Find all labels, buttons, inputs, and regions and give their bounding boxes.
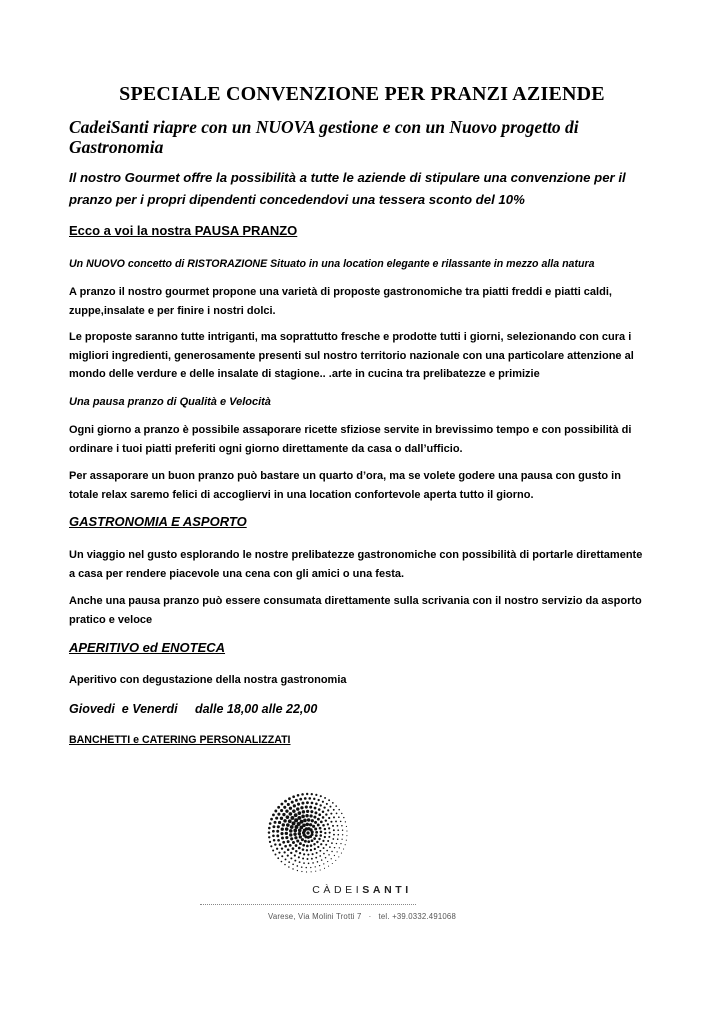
logo-dot (325, 844, 327, 846)
logo-dot (321, 859, 322, 860)
logo-dot (320, 870, 321, 871)
logo-dot (306, 793, 308, 795)
logo-dot (274, 843, 276, 845)
logo-dot (334, 847, 335, 848)
logo-dot (274, 821, 277, 824)
logo-dot (313, 837, 316, 840)
logo-dot (285, 858, 287, 860)
logo-dot (315, 834, 318, 837)
logo-dot (276, 848, 278, 850)
logo-dot (304, 840, 307, 843)
logo-dot (334, 855, 335, 856)
logo-dot (289, 844, 292, 847)
logo-dot (315, 857, 317, 859)
brand-wordmark (0, 884, 724, 896)
logo-dot (287, 803, 290, 806)
logo-dot (281, 803, 284, 806)
logo-dot (281, 855, 283, 857)
logo-dot (272, 814, 275, 817)
logo-dot (331, 851, 332, 852)
logo-dot (315, 794, 317, 796)
logo-dot (323, 806, 325, 808)
logo-dot (320, 830, 323, 833)
logo-dot (338, 834, 340, 836)
logo-dot (280, 809, 283, 812)
logo-dot (315, 803, 318, 806)
logo-dot (280, 817, 283, 820)
logo-dot (276, 830, 279, 833)
brand-light: CÀDEI (312, 884, 363, 896)
logo-dot (290, 816, 294, 820)
logo-dot (316, 841, 318, 843)
logo-dot (285, 832, 288, 835)
logo-dot (300, 820, 304, 824)
logo-dot (309, 806, 312, 809)
subtitle: CadeiSanti riapre con un NUOVA gestione e con un Nuovo progetto di Gastronomia (69, 117, 579, 157)
logo-dot (302, 844, 305, 847)
logo-dot (345, 821, 346, 822)
logo-dot (298, 856, 300, 858)
logo-dot (311, 839, 314, 842)
logo-dot (324, 797, 326, 799)
logo-dot (285, 827, 289, 831)
logo-dot (295, 844, 298, 847)
logo-dot (327, 840, 329, 842)
logo-dot (306, 823, 310, 827)
logo-dot (278, 852, 280, 854)
logo-dot (299, 798, 302, 801)
logo-dot (310, 849, 312, 851)
logo-dot (284, 800, 287, 803)
logo-dot (338, 809, 340, 811)
logo-dot (317, 861, 319, 863)
logo-dot (281, 828, 284, 831)
logo-dot (283, 819, 287, 823)
logo-dot (335, 820, 337, 822)
logo-dot (343, 817, 344, 818)
logo-dot (339, 847, 340, 848)
logo-dot (341, 813, 342, 814)
logo-dot (328, 854, 329, 855)
logo-dot (268, 827, 271, 830)
logo-dot (328, 836, 330, 838)
logo-dot (319, 834, 322, 837)
logo-dot (272, 825, 275, 828)
logo-dot (322, 816, 325, 819)
logo-dot (323, 863, 324, 864)
logo-dot (311, 831, 314, 834)
page-title: SPECIALE CONVENZIONE PER PRANZI AZIENDE (119, 83, 605, 105)
logo-dot (327, 809, 329, 811)
logo-dot (320, 821, 323, 824)
logo-dot (313, 816, 316, 819)
logo-dot (326, 803, 328, 805)
logo-dot (324, 832, 326, 834)
logo-dot (297, 816, 301, 820)
logo-dot (335, 805, 337, 807)
logo-dot (318, 799, 320, 801)
logo-dot (300, 806, 303, 809)
logo-dot (318, 808, 321, 811)
logo-dot (281, 836, 284, 839)
footer-address: Varese, Via Molini Trotti 7 · tel. +39.0332.491068 (268, 912, 456, 921)
logo-dot (290, 857, 292, 859)
logo-dot (311, 802, 314, 805)
logo-dot (296, 807, 299, 810)
paragraph-6: Anche una pausa pranzo può essere consumata direttamente sulla scrivania con il nostro servizio da asporto pratico e veloce (69, 595, 642, 626)
logo-dot (311, 819, 314, 822)
logo-dot (299, 842, 302, 845)
logo-dot (296, 839, 299, 842)
logo-dot (315, 866, 316, 867)
logo-dot (317, 846, 319, 848)
logo-dot (341, 853, 342, 854)
quality-line: Una pausa pranzo di Qualità e Velocità (69, 396, 271, 408)
logo-dot (269, 841, 271, 843)
logo-dot (275, 817, 278, 820)
logo-dot (302, 848, 305, 851)
logo-dot (277, 839, 280, 842)
logo-dot (283, 806, 286, 809)
logo-dot (341, 825, 342, 826)
logo-dot (319, 865, 320, 866)
logo-dot (308, 797, 311, 800)
logo-dot (332, 825, 334, 827)
logo-dot (284, 864, 286, 866)
brand-bold: SANTI (362, 884, 412, 896)
logo-dot (343, 848, 344, 849)
ca-dei-santi-logo-icon (258, 792, 358, 874)
logo-dot (306, 801, 309, 804)
logo-dot (328, 827, 330, 829)
logo-dot (317, 824, 320, 827)
logo-dot (317, 818, 320, 821)
logo-dot (322, 811, 325, 814)
logo-dot (297, 870, 298, 871)
logo-dot (330, 821, 332, 823)
logo-dot (282, 823, 285, 826)
logo-dot (319, 855, 321, 857)
paragraph-3: Ogni giorno a pranzo è possibile assaporare ricette sfiziose servite in brevissimo tempo e con possibilità di ordinare i tuoi piatti preferiti ogni giorno direttamente da casa o dall’ufficio. (69, 424, 632, 455)
logo-dot (329, 832, 331, 834)
logo-dot (315, 831, 318, 834)
logo-dot (279, 843, 282, 846)
logo-dot (305, 814, 308, 817)
logo-dot (332, 838, 334, 840)
paragraph-1: A pranzo il nostro gourmet propone una varietà di proposte gastronomiche tra piatti freddi e piatti caldi, zuppe,insalate e per finire i nostri dolci. (69, 286, 612, 317)
logo-dot (328, 799, 330, 801)
logo-dot (325, 813, 327, 815)
logo-dot (330, 806, 332, 808)
logo-dot (294, 813, 298, 817)
logo-dot (301, 871, 302, 872)
logo-dot (281, 847, 283, 849)
logo-dot (288, 861, 290, 863)
logo-dot (284, 845, 287, 848)
logo-dot (346, 830, 347, 831)
logo-dot (322, 801, 324, 803)
logo-dot (307, 858, 309, 860)
logo-dot (341, 839, 342, 840)
intro-paragraph: Il nostro Gourmet offre la possibilità a tutte le aziende di stipulare una convenzione per il pranzo per i propri dipendenti concedendovi una tessera sconto del 10% (69, 170, 626, 207)
logo-dot (302, 810, 305, 813)
logo-dot (306, 867, 307, 868)
logo-dot (310, 844, 313, 847)
logo-dot (276, 834, 279, 837)
logo-dot (311, 793, 313, 795)
logo-dot (284, 851, 286, 853)
logo-dot (270, 845, 272, 847)
logo-dot (337, 851, 338, 852)
logo-dot (278, 821, 281, 824)
logo-dot (286, 815, 290, 819)
logo-dot (326, 850, 328, 852)
logo-dot (322, 840, 324, 842)
logo-dot (337, 838, 339, 840)
logo-dot (306, 810, 309, 813)
logo-dot (306, 831, 309, 834)
logo-dot (329, 846, 331, 848)
logo-dot (324, 836, 326, 838)
logo-dot (313, 798, 315, 800)
logo-dot (337, 829, 339, 831)
logo-dot (331, 842, 333, 844)
logo-dot (292, 863, 294, 865)
logo-dot (306, 871, 307, 872)
logo-dot (340, 843, 341, 844)
logo-dot (292, 795, 295, 798)
logo-dot (280, 832, 283, 835)
logo-dot (333, 829, 335, 831)
logo-dot (307, 818, 310, 821)
logo-dot (286, 823, 290, 827)
logo-dot (331, 858, 332, 859)
logo-dot (312, 853, 314, 855)
logo-dot (320, 843, 322, 845)
logo-dot (306, 845, 309, 848)
logo-dot (342, 834, 343, 835)
logo-dot (314, 828, 317, 831)
logo-dot (318, 813, 321, 816)
logo-dot (311, 858, 313, 860)
paragraph-2: Le proposte saranno tutte intriganti, ma soprattutto fresche e prodotte tutti i giorni, selezionando con cura i migliori ingredienti, generosamente presenti sul nostro territorio nazionale con una particolare attenzione al mondo delle verdure e delle insalate di stagione.. .arte in cucina tra prelibatezze e primizie (69, 331, 634, 380)
logo-dot (328, 866, 329, 867)
logo-dot (327, 823, 329, 825)
logo-dot (324, 828, 326, 830)
logo-dot (333, 834, 335, 836)
logo-dot (325, 819, 327, 821)
logo-dot (319, 804, 321, 806)
logo-dot (345, 844, 346, 845)
logo-dot (319, 850, 321, 852)
logo-dot (333, 809, 335, 811)
pausa-pranzo-heading: Ecco a voi la nostra PAUSA PRANZO (69, 223, 298, 238)
logo-dot (299, 861, 301, 863)
logo-dot (294, 836, 297, 839)
paragraph-4: Per assaporare un buon pranzo può bastare un quarto d’ora, ma se volete godere una pausa con gusto in totale relax saremo felici di accogliervi in una location confortevole aperta tutto il giorno. (69, 470, 621, 501)
logo-dot (318, 838, 320, 840)
logo-dot (323, 847, 325, 849)
logo-dot (292, 847, 295, 850)
logo-dot (346, 826, 347, 827)
logo-dot (285, 836, 288, 839)
logo-dot (302, 858, 304, 860)
logo-dot (301, 838, 304, 841)
logo-dot (297, 865, 299, 867)
logo-dot (311, 871, 312, 872)
logo-dot (299, 835, 302, 838)
logo-dot (340, 821, 342, 823)
logo-dot (290, 852, 292, 854)
logo-dot (333, 816, 335, 818)
logo-dot (332, 863, 333, 864)
logo-dot (268, 831, 270, 833)
logo-dot (314, 807, 317, 810)
logo-dot (294, 818, 298, 822)
logo-dot (316, 852, 318, 854)
logo-dot (338, 856, 339, 857)
logo-dot (301, 802, 304, 805)
logo-dot (319, 827, 322, 830)
logo-dot (346, 840, 347, 841)
schedule-line: Giovedi e Venerdi dalle 18,00 alle 22,00 (69, 702, 318, 716)
logo-dot (314, 848, 316, 850)
logo-dot (292, 841, 295, 844)
logo-dot (335, 860, 336, 861)
logo-dot (289, 807, 292, 810)
logo-dot (313, 843, 315, 845)
logo-dot (302, 823, 306, 827)
logo-dot (298, 811, 302, 815)
logo-dot (277, 813, 280, 816)
logo-dot (277, 825, 280, 828)
logo-dot (269, 822, 272, 825)
logo-dot (322, 824, 325, 827)
logo-dot (290, 837, 293, 840)
logo-dot (274, 810, 277, 813)
logo-dot (303, 862, 305, 864)
logo-dot (295, 799, 298, 802)
logo-dot (298, 832, 301, 835)
logo-dot (277, 806, 280, 809)
logo-dot (272, 834, 275, 837)
logo-dot (308, 863, 310, 865)
logo-dot (272, 850, 274, 852)
logo-dot (272, 830, 275, 833)
logo-dot (307, 840, 310, 843)
logo-dot (298, 847, 301, 850)
logo-dot (336, 843, 337, 844)
logo-dot (312, 825, 315, 828)
logo-dot (290, 825, 294, 829)
logo-dot (285, 809, 288, 812)
gastronomia-heading: GASTRONOMIA E ASPORTO (69, 514, 247, 529)
logo-dot (303, 853, 305, 855)
logo-dot (297, 803, 300, 806)
logo-dot (268, 836, 270, 838)
concept-line: Un NUOVO concetto di RISTORAZIONE Situato in una location elegante e rilassante in mezzo alla natura (69, 258, 595, 270)
logo-dot (310, 867, 311, 868)
logo-dot (309, 823, 312, 826)
logo-dot (289, 812, 293, 816)
logo-dot (301, 866, 303, 868)
logo-dot (336, 812, 338, 814)
logo-dot (288, 819, 292, 823)
logo-dot (294, 854, 296, 856)
logo-dot (312, 862, 314, 864)
logo-dot (297, 794, 300, 797)
logo-dot (342, 830, 343, 831)
logo-dot (270, 818, 273, 821)
logo-dot (275, 854, 277, 856)
logo-dot (332, 802, 334, 804)
logo-dot (281, 861, 283, 863)
aperitivo-heading: APERITIVO ed ENOTECA (69, 640, 226, 655)
logo-dot (282, 813, 285, 816)
logo-dot (314, 821, 317, 824)
logo-dot (346, 835, 347, 836)
logo-dot (287, 855, 289, 857)
logo-dot (310, 810, 313, 813)
logo-dot (288, 866, 290, 868)
logo-dot (309, 814, 312, 817)
logo-dot (337, 825, 339, 827)
logo-dot (287, 849, 290, 852)
logo-dot (323, 853, 325, 855)
logo-dot (277, 857, 279, 859)
logo-dot (315, 811, 318, 814)
logo-dot (299, 852, 301, 854)
logo-dot (293, 804, 296, 807)
logo-dot (289, 829, 293, 833)
logo-dot (304, 797, 307, 800)
paragraph-5: Un viaggio nel gusto esplorando le nostre prelibatezze gastronomiche con possibilità di portarle direttamente a casa per rendere piacevole una cena con gli amici o una festa. (69, 549, 643, 580)
logo-dot (289, 833, 292, 836)
logo-dot (315, 871, 316, 872)
logo-dot (305, 806, 308, 809)
logo-dot (306, 849, 308, 851)
logo-dot (301, 793, 304, 796)
logo-dot (293, 829, 297, 833)
logo-dot (325, 857, 326, 858)
logo-dot (307, 854, 309, 856)
logo-dot (324, 868, 325, 869)
logo-dot (320, 795, 322, 797)
logo-dot (294, 860, 296, 862)
logo-dot (287, 840, 290, 843)
logo-dot (338, 816, 340, 818)
logo-dot (282, 841, 285, 844)
logo-dot (328, 817, 330, 819)
logo-dot (291, 801, 294, 804)
logo-dot (301, 815, 305, 819)
logo-dot (292, 868, 293, 869)
logo-dot (293, 832, 296, 835)
logo-dot (327, 861, 328, 862)
logo-dot (292, 809, 296, 813)
logo-dot (330, 813, 332, 815)
footer-divider (200, 904, 416, 905)
logo-dot (273, 839, 276, 842)
logo-dot (303, 819, 307, 823)
logo-dot (295, 850, 297, 852)
banchetti-line: BANCHETTI e CATERING PERSONALIZZATI (69, 734, 291, 746)
logo-dot (288, 797, 291, 800)
paragraph-7: Aperitivo con degustazione della nostra gastronomia (69, 674, 347, 686)
